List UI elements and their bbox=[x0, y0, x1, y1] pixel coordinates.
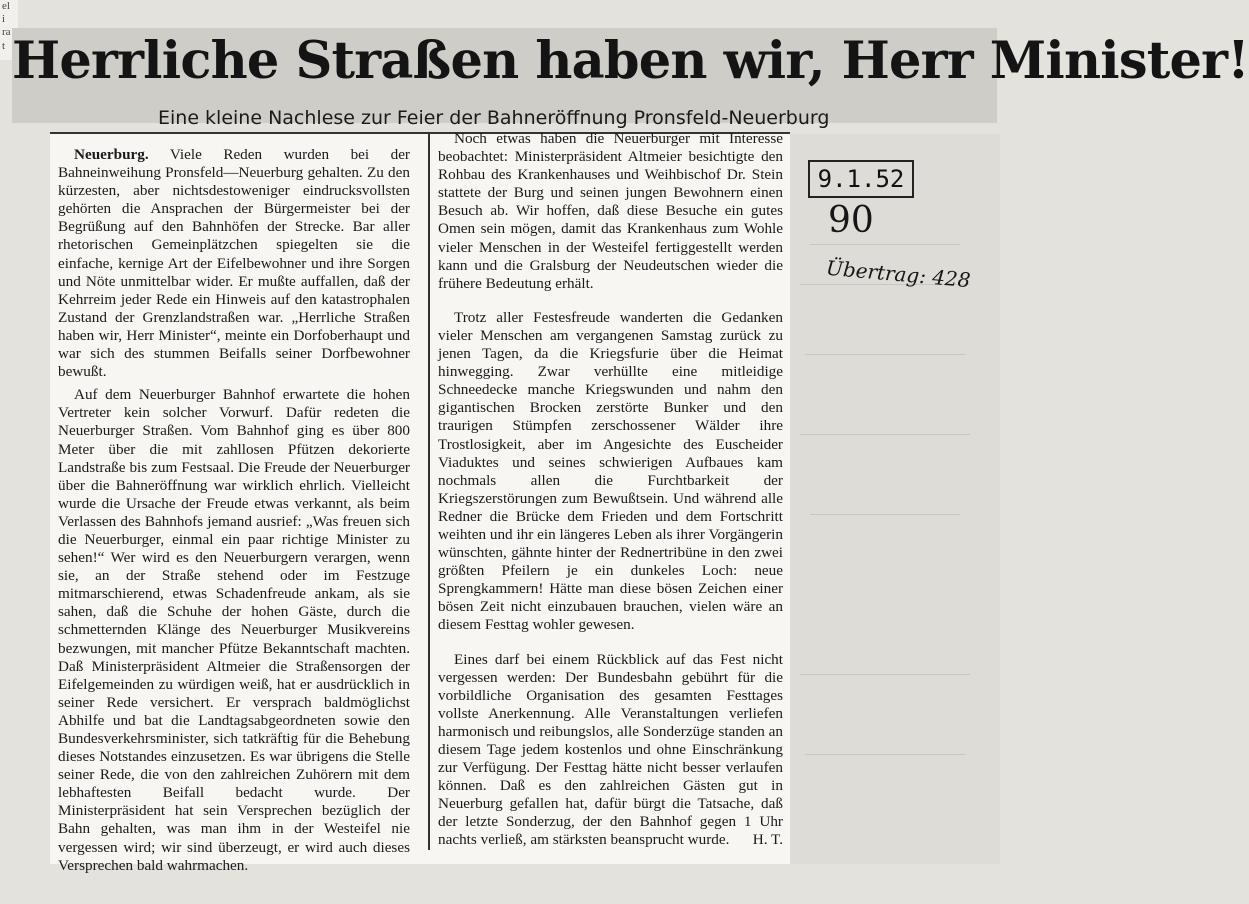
edge-fragment: el bbox=[2, 0, 10, 12]
handwritten-number: 90 bbox=[828, 200, 874, 241]
edge-fragment: i bbox=[2, 13, 6, 25]
article-headline: Herrliche Straßen haben wir, Herr Minister! bbox=[12, 31, 1249, 91]
handwritten-note: Übertrag: 428 bbox=[825, 255, 972, 293]
article-paragraph: Trotz aller Festesfreude wanderten die Gedanken vieler Menschen am vergangenen Samstag zurück zu jenen Tagen, da die Kriegsfurie über die Heimat hinwegging. Zwar verhüllte eine mitleidige Schneedecke manche Kriegswunden und nahm den gigantischen Brocken zerstörte Bunker und den traurigen Stümpfen zerschossener Wälder ihre Trostlosigkeit, aber im Angesichte des Euscheider Viaduktes und seines schwierigen Aufbaues kam nochmals allen die Furchtbarkeit der Kriegszerstörungen zum Bewußtsein. Und während alle Redner die Brücke dem Frieden und dem Fortschritt weihten und ihr ein längeres Leben als ihrer Vorgängerin wünschten, gähnte hinter der Rednertribüne in den zwei größten Pfeilern je ein dunkeles Loch: neue Sprengkammern! Hätte man diese bösen Zeichen einer bösen Zeit nicht einzubauen brauchen, vielen wäre an diesem Festtag wohler gewesen. bbox=[438, 308, 783, 634]
date-stamp-box: 9.1.52 bbox=[808, 160, 914, 198]
right-column bbox=[438, 130, 783, 850]
left-column bbox=[58, 146, 410, 875]
bleed-line bbox=[810, 244, 960, 245]
article-paragraph: Auf dem Neuerburger Bahnhof erwartete die hohen Vertreter kein solcher Vorwurf. Dafür redeten die Neuerburger Straßen. Vom Bahnhof ging es über 800 Meter über die mit zahllosen Pfützen dekorierte Landstraße bis zum Festsaal. Die Freude der Neuerburger über die Bahneröffnung war wirklich ehrlich. Vielleicht wurde die Ursache der Freude etwas verkannt, als beim Verlassen des Bahnhofs jemand ausrief: „Was freuen sich die Neuerburger, einmal ein paar richtige Minister zu sehen!“ Wer wird es den Neuerburgern verargen, wenn sie, an der Straße stehend oder im Festzuge mitmarschierend, etwas Schadenfreude ankam, als sie sahen, daß die Schuhe der hohen Gäste, durch die schmetternden Klänge des Neuerburger Musikvereins bezwungen, mit mancher Pfütze Bekanntschaft machten. Daß Ministerpräsident Altmeier die Straßensorgen der Eifelgemeinden zu würdigen weiß, hat er ausdrücklich in seiner Rede versichert. Er versprach baldmöglichst Abhilfe und bat die Landtagsabgeordneten sowie den Bundesverkehrsminister, sich tatkräftig für die Behebung dieses Notstandes einzusetzen. Es war übrigens die Stelle seiner Rede, die von den zahlreichen Zuhörern mit dem lebhaftesten Beifall bedacht wurde. Der Ministerpräsident hat sein Versprechen bezüglich der Bahn gehalten, was man ihm in der Westeifel nie vergessen wird; wir sind überzeugt, er wird auch dieses Versprechen bald wahrmachen. bbox=[58, 386, 410, 874]
bleed-line bbox=[800, 434, 970, 435]
article-paragraph bbox=[438, 651, 783, 850]
paragraph-text: Viele Reden wurden bei der Bahneinweihung Pronsfeld—Neuerburg gehalten. Zu den kürzesten, aber nichtsdestoweniger eindrucksvollsten gehörten die Ansprachen der Bürgermeister bei der Begrüßung auf den Bahnhöfen der Strecke. Bar aller rhetorischen Gemeinplätzchen spiegelten sie die einfache, kernige Art der Eifelbewohner und ihre Sorgen und Nöte unmittelbar wider. Er mußte auffallen, daß der Kehrreim jeder Rede ein Hinweis auf den katastrophalen Zustand der Grenzlandstraßen war. „Herrliche Straßen haben wir, Herr Minister“, meinte ein Dorfoberhaupt und war sich des stummen Beifalls seiner Dorfbewohner bewußt. bbox=[58, 146, 410, 381]
article-paragraph: Noch etwas haben die Neuerburger mit Interesse beobachtet: Ministerpräsident Altmeier besichtigte den Rohbau des Krankenhauses und Weihbischof Dr. Stein stattete der Burg und seinen jungen Bewohnern einen Besuch ab. Wir hoffen, daß diese Besuche ein gutes Omen sein mögen, damit das Krankenhaus zum Wohle vieler Menschen in der Westeifel fertiggestellt werden kann und die Gralsburg der Neudeutschen wieder die frühere Bedeutung erhält. bbox=[438, 130, 783, 292]
column-rule bbox=[428, 132, 430, 850]
bleed-line bbox=[805, 354, 965, 355]
bleed-line bbox=[805, 754, 965, 755]
dateline: Neuerburg. bbox=[74, 146, 149, 163]
edge-fragment: ra bbox=[2, 26, 11, 38]
adjacent-page-bleed bbox=[790, 134, 1000, 864]
author-signature: H. T. bbox=[752, 831, 783, 849]
paragraph-text: Eines darf bei einem Rückblick auf das Fest nicht vergessen werden: Der Bundesbahn gebührt für die vorbildliche Organisation des gesamten Festtages vollste Anerkennung. Alle Veranstaltungen verliefen harmonisch und reibungslos, alle Sonderzüge standen an diesem Tage jedem kostenlos und ohne Einschränkung zur Verfügung. Der Festtag hätte nicht besser verlaufen können. Daß es den zahlreichen Gästen gut in Neuerburg gefallen hat, dafür bürgt die Tatsache, daß der letzte Sonderzug, der den Bahnhof gegen 1 Uhr nachts verließ, am stärksten beansprucht wurde. bbox=[438, 650, 783, 849]
article-paragraph bbox=[58, 146, 410, 381]
bleed-line bbox=[800, 674, 970, 675]
bleed-line bbox=[810, 514, 960, 515]
edge-fragment: t bbox=[2, 40, 6, 52]
article-subheadline: Eine kleine Nachlese zur Feier der Bahneröffnung Pronsfeld-Neuerburg bbox=[158, 107, 830, 129]
